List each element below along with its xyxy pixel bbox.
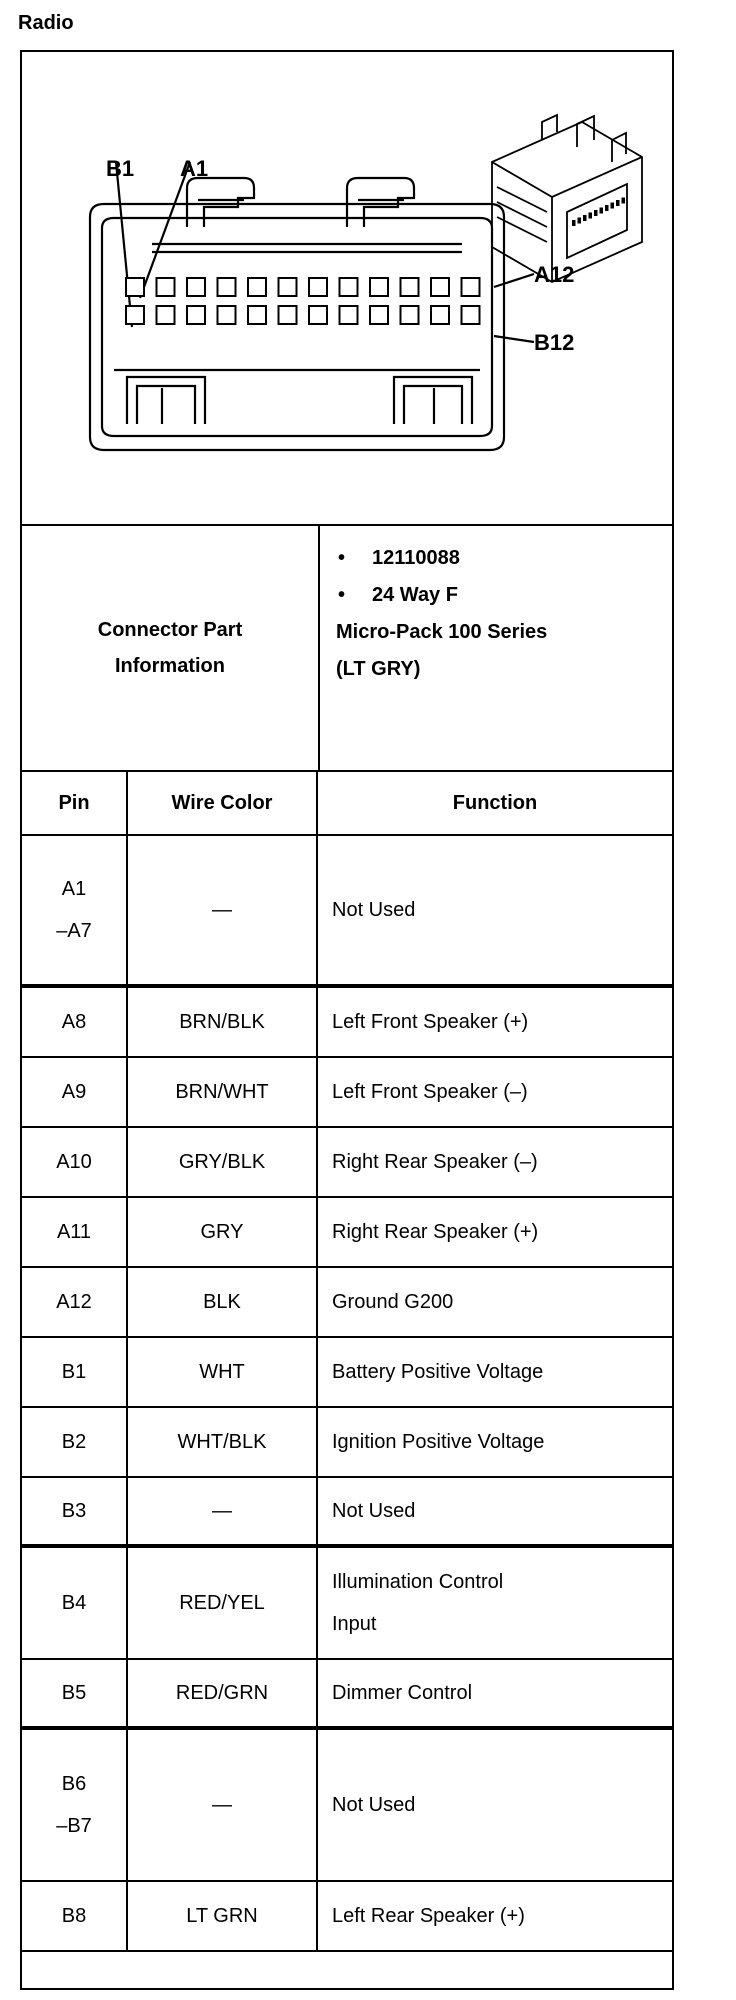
pin-cavity-a8 (340, 278, 358, 296)
pin-cavity-a6 (279, 278, 297, 296)
way-count: • 24 Way F (336, 577, 672, 614)
wire-color-cell: BRN/WHT (128, 1058, 318, 1126)
function-text: Ground G200 (332, 1291, 454, 1313)
connector-info-label (22, 526, 320, 770)
pin-cavity-a7 (309, 278, 327, 296)
pin-cavity-a4 (218, 278, 236, 296)
function-cell (318, 1478, 672, 1544)
pin-cavity-a3 (187, 278, 205, 296)
table-row (22, 1548, 672, 1660)
table-row (22, 1128, 672, 1198)
pin-label: –A7 (56, 920, 92, 942)
wire-color-cell: RED/GRN (128, 1660, 318, 1726)
connector-diagram (22, 52, 672, 526)
iso-pin-mark (600, 208, 604, 214)
table-row (22, 1198, 672, 1268)
pin-label: B1 (61, 1361, 87, 1383)
function-text: Input (332, 1613, 377, 1635)
function-text: Not Used (332, 1500, 416, 1522)
pin-label: B8 (61, 1905, 87, 1927)
connector-color: (LT GRY) (336, 658, 421, 680)
function-cell (318, 1408, 672, 1476)
function-text: Left Rear Speaker (+) (332, 1905, 525, 1927)
table-row (22, 1882, 672, 1952)
function-cell (318, 1730, 672, 1880)
function-text: Not Used (332, 1794, 416, 1816)
function-cell (318, 1128, 672, 1196)
pin-cavity-b7 (309, 306, 327, 324)
table-row (22, 1730, 672, 1882)
latch-right (347, 178, 414, 227)
latch-left (187, 178, 254, 227)
table-row (22, 1268, 672, 1338)
part-number: • 12110088 (336, 540, 672, 577)
pin-cell (22, 1478, 128, 1544)
table-row (22, 988, 672, 1058)
table-row (22, 1408, 672, 1478)
wire-color-cell: RED/YEL (128, 1548, 318, 1658)
pin-cell (22, 1548, 128, 1658)
header-function: Function (452, 792, 538, 814)
pin-label: A10 (56, 1151, 92, 1173)
pin-cell (22, 1058, 128, 1126)
pin-cell (22, 836, 128, 984)
wire-color-cell: GRY/BLK (128, 1128, 318, 1196)
pin-label: A1 (61, 878, 87, 900)
function-text: Right Rear Speaker (+) (332, 1221, 539, 1243)
housing-outline (90, 204, 504, 450)
pin-cell (22, 1882, 128, 1950)
pin-label: B4 (61, 1592, 87, 1614)
pin-cavity-a12 (462, 278, 480, 296)
pin-label: –B7 (56, 1815, 92, 1837)
iso-pin-mark (611, 203, 615, 209)
pin-cavity-a2 (157, 278, 175, 296)
connector-info-label-line1: Connector Part (97, 619, 243, 641)
pin-label: B5 (61, 1682, 87, 1704)
function-cell (318, 1338, 672, 1406)
wire-color-cell: — (128, 836, 318, 984)
function-text: Illumination Control (332, 1571, 504, 1593)
function-text: Left Front Speaker (–) (332, 1081, 528, 1103)
pin-label: B3 (61, 1500, 87, 1522)
pin-label: A8 (61, 1011, 87, 1033)
function-cell (318, 836, 672, 984)
label-a1: A1 (180, 156, 209, 181)
pin-cavity-b6 (279, 306, 297, 324)
function-cell (318, 1660, 672, 1726)
label-b12: B12 (534, 330, 575, 355)
function-cell (318, 1058, 672, 1126)
pin-cell (22, 1408, 128, 1476)
wire-color-cell: LT GRN (128, 1882, 318, 1950)
function-text: Right Rear Speaker (–) (332, 1151, 538, 1173)
pin-cavity-a11 (431, 278, 449, 296)
pin-cavity-b4 (218, 306, 236, 324)
function-text: Battery Positive Voltage (332, 1361, 544, 1383)
function-cell (318, 1548, 672, 1658)
connector-info-value (320, 526, 672, 770)
pin-cell (22, 1338, 128, 1406)
pin-cell (22, 988, 128, 1056)
wire-color-cell: BRN/BLK (128, 988, 318, 1056)
pin-cell (22, 1268, 128, 1336)
pin-label: B2 (61, 1431, 87, 1453)
wire-color-cell: — (128, 1730, 318, 1880)
pin-cavity-b9 (370, 306, 388, 324)
pin-cell (22, 1128, 128, 1196)
pin-cavity-a1 (126, 278, 144, 296)
pin-label: B6 (61, 1773, 87, 1795)
pin-label: A11 (56, 1221, 92, 1243)
pin-cell (22, 1660, 128, 1726)
pin-label: A9 (61, 1081, 87, 1103)
function-text: Not Used (332, 899, 416, 921)
table-row (22, 1660, 672, 1730)
connector-table (20, 50, 674, 1990)
pin-cavity-b2 (157, 306, 175, 324)
function-text: Dimmer Control (332, 1682, 473, 1704)
pin-cavity-b5 (248, 306, 266, 324)
function-cell (318, 1268, 672, 1336)
pin-cell (22, 1730, 128, 1880)
header-pin: Pin (22, 772, 128, 834)
connector-info-label-line2: Information (115, 655, 225, 677)
iso-pin-mark (572, 220, 576, 226)
function-cell (318, 1198, 672, 1266)
pin-cavity-b1 (126, 306, 144, 324)
function-cell (318, 988, 672, 1056)
iso-pin-mark (616, 200, 620, 206)
wire-color-cell: — (128, 1478, 318, 1544)
pin-cavity-a5 (248, 278, 266, 296)
label-b1: B1 (106, 156, 135, 181)
wire-color-cell: WHT/BLK (128, 1408, 318, 1476)
pin-cavity-b8 (340, 306, 358, 324)
function-text: Left Front Speaker (+) (332, 1011, 529, 1033)
table-row (22, 836, 672, 988)
connector-info-row (22, 526, 672, 772)
wire-color-cell: GRY (128, 1198, 318, 1266)
pin-cavity-a10 (401, 278, 419, 296)
iso-pin-mark (583, 215, 587, 221)
pin-cavity-b10 (401, 306, 419, 324)
iso-pin-mark (622, 198, 626, 204)
pin-cavity-b11 (431, 306, 449, 324)
wire-color-cell: BLK (128, 1268, 318, 1336)
pin-cavity-b12 (462, 306, 480, 324)
connector-iso-view (492, 115, 642, 282)
header-wire-color: Wire Color (128, 772, 318, 834)
iso-pin-mark (605, 205, 609, 211)
page-title: Radio (18, 12, 74, 34)
pin-table (22, 772, 672, 1952)
series-name: Micro-Pack 100 Series (336, 621, 548, 643)
iso-pin-mark (578, 218, 582, 224)
label-a12: A12 (534, 262, 575, 287)
pin-cavity-a9 (370, 278, 388, 296)
pin-cavity-b3 (187, 306, 205, 324)
pin-label: A12 (56, 1291, 92, 1313)
pin-cell (22, 1198, 128, 1266)
function-text: Ignition Positive Voltage (332, 1431, 545, 1453)
table-row (22, 1058, 672, 1128)
connector-drawing (22, 52, 672, 524)
wire-color-cell: WHT (128, 1338, 318, 1406)
iso-pin-mark (589, 213, 593, 219)
table-row (22, 1478, 672, 1548)
table-row (22, 1338, 672, 1408)
table-header (22, 772, 672, 836)
tab-left (127, 377, 205, 424)
iso-pin-mark (594, 210, 598, 216)
function-cell (318, 1882, 672, 1950)
